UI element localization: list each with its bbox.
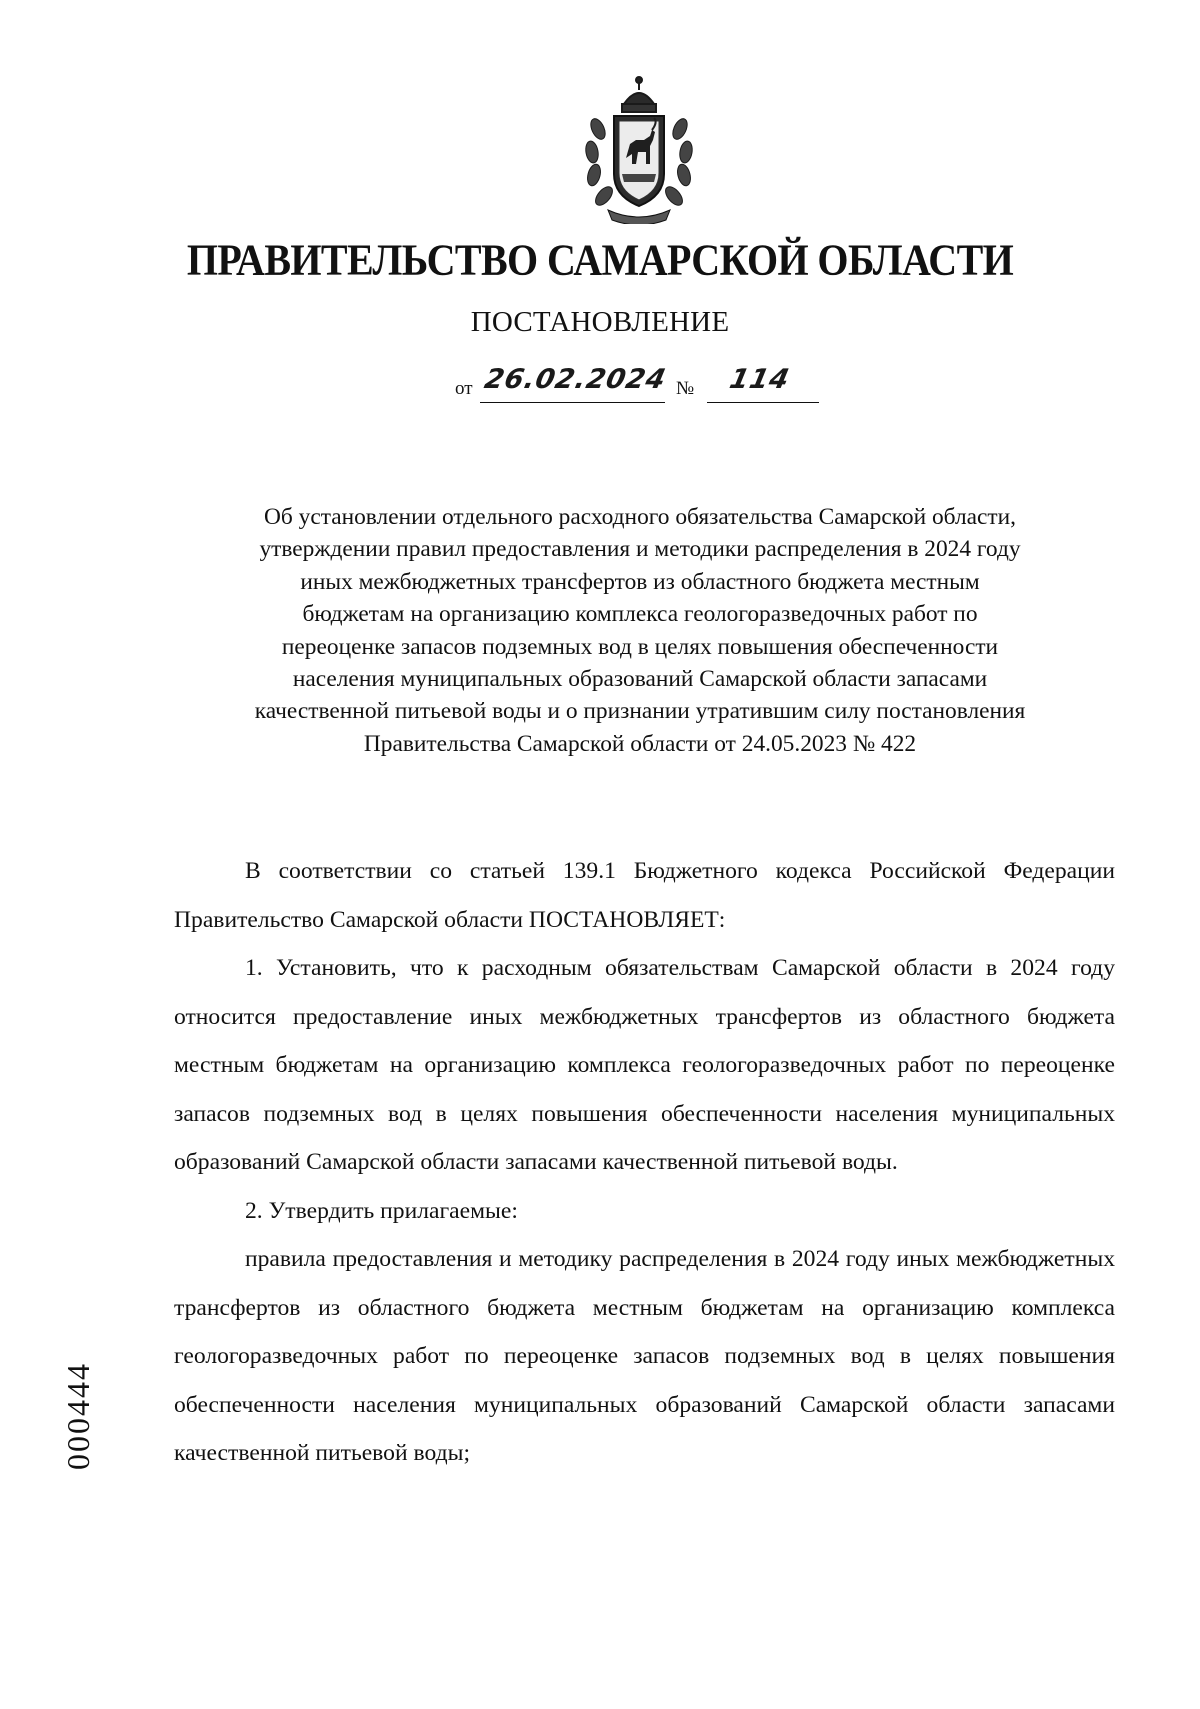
subject-line: иных межбюджетных трансфертов из областного бюджета местным xyxy=(300,568,980,595)
item-2-heading: 2. Утвердить прилагаемые: xyxy=(245,1197,518,1224)
coat-of-arms-icon xyxy=(580,74,698,224)
number-underline xyxy=(707,402,819,403)
subject-line: утверждении правил предоставления и методики распределения в 2024 году xyxy=(259,536,1021,563)
subject-line: населения муниципальных образований Самарской области запасами xyxy=(292,666,988,693)
subject-line: Об установлении отдельного расходного обязательства Самарской области, xyxy=(263,504,1016,530)
document-subject xyxy=(170,501,1110,760)
subject-line: качественной питьевой воды и о признании утратившим силу постановления xyxy=(254,698,1026,725)
date-underline xyxy=(480,402,665,403)
document-type: ПОСТАНОВЛЕНИЕ xyxy=(470,306,730,338)
preamble-paragraph: В соответствии со статьей 139.1 Бюджетного кодекса Российской Федерации Правительство Самарской области ПОСТАНОВЛЯЕТ: xyxy=(174,858,1115,933)
subject-line: переоценке запасов подземных вод в целях повышения обеспеченности xyxy=(281,633,999,660)
government-title: ПРАВИТЕЛЬСТВО САМАРСКОЙ ОБЛАСТИ xyxy=(186,234,1014,285)
date-label: от xyxy=(455,378,473,399)
subject-line: бюджетам на организацию комплекса геологоразведочных работ по xyxy=(302,601,978,628)
subject-line: Правительства Самарской области от 24.05.2023 № 422 xyxy=(363,730,917,757)
side-stamp-number: 000444 xyxy=(60,1362,96,1470)
handwritten-number: 114 xyxy=(726,364,793,395)
handwritten-date: 26.02.2024 xyxy=(481,364,670,395)
item-1-paragraph: 1. Установить, что к расходным обязательствам Самарской области в 2024 году относится предоставление иных межбюджетных трансфертов из областного бюджета местным бюджетам на организацию комплекса геологоразведочных работ по переоценке запасов подземных вод в целях повышения обеспеченности населения муниципальных образований Самарской области запасами качественной питьевой воды. xyxy=(174,955,1115,1175)
number-label: № xyxy=(676,378,695,399)
item-2-paragraph: правила предоставления и методику распределения в 2024 году иных межбюджетных трансфертов из областного бюджета местным бюджетам на организацию комплекса геологоразведочных работ по переоценке запасов подземных вод в целях повышения обеспеченности населения муниципальных образований Самарской области запасами качественной питьевой воды; xyxy=(174,1246,1115,1466)
document-body xyxy=(174,847,1115,1478)
